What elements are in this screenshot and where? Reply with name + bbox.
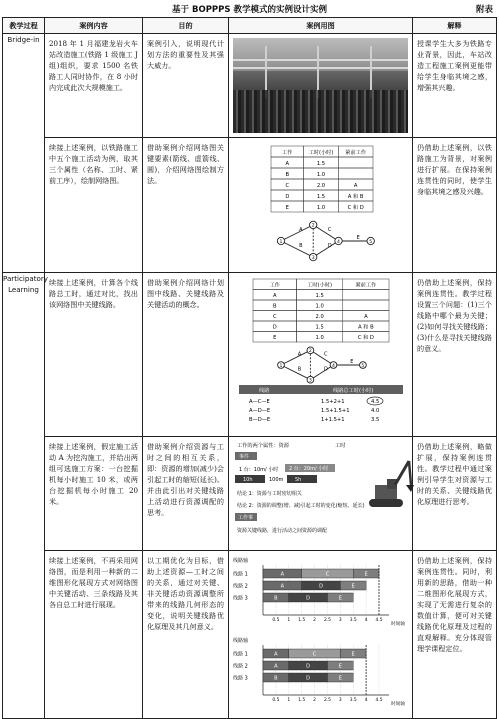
col-header-explain: 解释	[413, 18, 497, 34]
path-table-cell: A—C—E	[249, 399, 270, 405]
table-row	[3, 138, 497, 273]
activity-table-cell: B	[272, 303, 277, 310]
row5-purpose: 以工期优化为目标，借助上述资源—工时之间的关系，通过对关键、非关键活动资源调整所带来的线路几何形态的变化，说明关键线路优化原理及其几何意义。	[143, 551, 229, 719]
gantt-segment-label: A	[274, 651, 278, 658]
critical-path-figure	[229, 273, 413, 433]
network-edge-label: E	[350, 359, 354, 365]
path-table-cell: 1.5+1.5+1	[321, 408, 350, 414]
path-table-cell: 4.5	[371, 399, 380, 405]
gantt-segment-label: D	[306, 675, 311, 682]
activity-table-cell: A	[272, 293, 277, 300]
activity-table-header: 工作	[269, 282, 280, 289]
gantt-tick-label: 0.5	[272, 698, 280, 703]
activity-table-cell: B	[285, 171, 290, 178]
activity-table-cell: C 和 D	[347, 204, 364, 211]
fig-top-label: 工作的两个属性：资源	[237, 443, 289, 449]
conclusion-3: 资源关键线路，进行活动之间资源的调配	[237, 528, 328, 534]
network-edge-label: B	[297, 366, 302, 373]
network-node-label: 3	[311, 255, 315, 261]
gantt-line-label: 线路 3	[233, 675, 248, 682]
gantt-segment-label: E	[338, 595, 342, 602]
gantt-xlabel: 时间轴	[391, 622, 405, 627]
gantt-line-label: 线路 2	[233, 663, 248, 670]
conclusion-1: 结论 1：资源与工时密切相关	[237, 491, 302, 497]
path-total-table	[239, 385, 403, 423]
path-table-cell: 3.5	[371, 417, 380, 423]
network-diagram	[278, 347, 367, 384]
col-header-process: 教学过程	[3, 18, 45, 34]
appendix-label: 附表	[475, 5, 493, 15]
path-table-cell: 4.0	[371, 408, 380, 414]
activity-table-cell: A	[353, 182, 358, 189]
row5-explain: 仍借助上述案例，保持案例连贯性。同时，利用新的思路，借助一种二维图形化展现方式，实现了无需进行复杂的数值计算，便可对关键线路优化原理及过程的直观解释。充分体现管理学课程定位。	[413, 551, 497, 719]
activity-table-cell: E	[285, 204, 289, 211]
col-header-content: 案例内容	[45, 18, 143, 34]
fig-top-mid-label: 工时	[335, 443, 346, 449]
gantt-segment-label: E	[364, 571, 368, 578]
activity-table-cell: C	[285, 182, 290, 189]
gantt-segment-label: B	[274, 675, 278, 682]
row3-content: 续接上述案例，计算各个线路总工时，通过对比，找出该网络图中关键线路。	[45, 273, 143, 437]
path-table-header: 线路总工时(小时)	[333, 388, 374, 394]
network-node-label: 5	[361, 363, 365, 369]
activity-table-cell: D	[272, 324, 277, 331]
path-table-cell: A—D—E	[249, 408, 271, 414]
network-node-label: 4	[332, 363, 335, 369]
gantt-segment-label: D	[306, 663, 311, 670]
network-edge-label: C	[327, 226, 332, 233]
activity-table-cell: A	[364, 314, 368, 321]
row1-purpose: 案例引入，说明现代计划方法的重要性及其强大威力。	[143, 34, 229, 138]
row2-purpose: 借助案例介绍网络图关键要素(箭线、虚箭线、圆)，介绍网络图绘制方法。	[143, 138, 229, 273]
gantt-tick-label: 2	[313, 698, 316, 703]
row5-content: 续接上述案例，不再采用网络图，而是利用一种新的二维图形化展现方式对网络图中关键活动、三条线路及其各自总工时进行展现。	[45, 551, 143, 719]
gantt-line-label: 线路 1	[233, 651, 248, 658]
row5-figure	[229, 551, 413, 719]
hours-a-label: 10h	[243, 477, 253, 483]
activity-table-header: 工作	[282, 149, 293, 156]
activity-table-cell: 1.5	[315, 293, 324, 300]
network-edge-label: E	[356, 235, 360, 241]
gantt-panel	[233, 557, 405, 627]
network-diagram	[277, 221, 374, 261]
gantt-tick-label: 3	[338, 618, 342, 623]
gantt-segment-label: A	[280, 571, 285, 578]
gantt-tick-label: 3.5	[349, 618, 357, 623]
path-table-cell: 1+1.5+1	[321, 417, 345, 423]
process-participatory: Participatory Learning	[3, 273, 45, 719]
gantt-ylabel: 线路轴	[233, 558, 249, 564]
network-node-label: 1	[279, 239, 283, 245]
gantt-segment-label: D	[306, 595, 311, 602]
activity-table-cell: A 和 B	[358, 324, 374, 331]
table-row	[3, 437, 497, 551]
case-table	[2, 17, 497, 719]
activity-network-figure	[229, 138, 413, 269]
option-1-label: 1 台：10m/ 小时	[239, 467, 279, 473]
network-edge-label: A	[299, 226, 303, 233]
activity-table-cell: A	[285, 160, 290, 167]
activity-table-cell: E	[273, 335, 277, 342]
gantt-line-label: 线路 2	[233, 583, 248, 590]
activity-table-cell: 1.0	[316, 171, 326, 178]
row4-content: 续接上述案例，假定施工活动 A 为挖沟施工，并给出两组可选施工方案：一台挖掘机每小时施工 10 米，或两台挖掘机每小时施工 20 米。	[45, 437, 143, 551]
activity-table-cell: C 和 D	[357, 335, 374, 342]
gantt-tick-label: 1	[287, 618, 291, 623]
table-row	[3, 551, 497, 719]
event-label: 事件	[239, 454, 250, 460]
gantt-segment-label: C	[312, 651, 317, 658]
hours-b-label: 5h	[295, 477, 302, 483]
gantt-segment-label: B	[274, 595, 278, 602]
network-edge-label: C	[323, 351, 328, 358]
page-title: 基于 BOPPPS 教学模式的实例设计实例	[172, 5, 327, 15]
col-header-purpose: 目的	[143, 18, 229, 34]
network-node-label: 2	[311, 223, 315, 229]
gantt-tick-label: 4.5	[375, 698, 383, 703]
activity-table-cell: A 和 B	[347, 193, 364, 200]
col-header-figure: 案例用图	[229, 18, 413, 34]
row3-purpose: 借助案例介绍网络计划图中线路、关键线路及关键活动的概念。	[143, 273, 229, 437]
gantt-ylabel: 线路轴	[233, 638, 249, 644]
option-2-label: 2 台：20m/ 小时	[289, 466, 329, 472]
gantt-tick-label: 2	[313, 618, 316, 623]
gantt-tick-label: 4	[364, 698, 368, 703]
resource-time-figure	[229, 437, 413, 547]
gantt-line-label: 线路 1	[233, 571, 248, 578]
network-node-label: 5	[369, 239, 373, 245]
gantt-segment-label: E	[338, 663, 342, 670]
activity-table-cell: 1.5	[316, 160, 326, 167]
path-table-cell: B—D—E	[249, 417, 271, 423]
row4-purpose: 借助案例介绍资源与工时之间的相互关系，即：资源的增加(减少)会引起工时的缩短(延长)。并由此引出对关键线路上活动进行资源调配的思考。	[143, 437, 229, 551]
row4-figure	[229, 437, 413, 551]
network-edge-label: A	[297, 351, 302, 358]
activity-table-cell: 2.0	[316, 182, 326, 189]
activity-table-cell: 1.0	[315, 335, 324, 342]
gantt-tick-label: 4	[364, 618, 368, 623]
gantt-line-label: 线路 3	[233, 595, 248, 602]
row1-explain: 授课学生大多为铁路专业背景，因此，车站改造工程施工案例更能带给学生身临其境之感，增强其兴趣。	[413, 34, 497, 138]
path-table-cell: 1.5+2+1	[321, 399, 345, 405]
event-label-2: 工作事	[238, 515, 254, 521]
conclusion-2: 结论 2：资源的调整(增、减)引起工时的变化(缩短、延长)	[237, 503, 365, 509]
gantt-tick-label: 4.5	[375, 618, 383, 623]
gantt-tick-label: 3.5	[349, 698, 357, 703]
network-node-label: 4	[337, 239, 340, 245]
activity-table-cell: 1.5	[316, 193, 326, 200]
row1-content: 2018 年 1 月福建龙岩火车站改造施工(铁路 1 级施工 J 组)组织，要求 1500 名铁路工人同时协作，在 8 小时内完成此次大规模施工。	[45, 34, 143, 138]
activity-table-header: 紧前工作	[345, 149, 367, 156]
gantt-panel	[233, 637, 405, 707]
gantt-tick-label: 1	[287, 698, 291, 703]
table-header-row	[3, 18, 497, 34]
gantt-segment-label: C	[325, 571, 330, 578]
activity-table-cell: 2.0	[315, 314, 324, 321]
gantt-tick-label: 1.5	[298, 698, 306, 703]
row2-explain: 仍借助上述案例，以铁路施工为背景，对案例进行扩展。在保持案例连贯性的同时，使学生身临其境之感及兴趣。	[413, 138, 497, 273]
row2-content: 续接上述案例，以铁路施工中五个施工活动为例，取其三个属性（名称、工时、紧前工序），绘制网络图。	[45, 138, 143, 273]
gantt-tick-label: 0.5	[272, 618, 280, 623]
activity-table-cell: 1.0	[315, 303, 324, 310]
gantt-tick-label: 2.5	[323, 618, 331, 623]
gantt-segment-label: D	[319, 583, 323, 590]
activity-table-cell: 1.5	[315, 324, 324, 331]
gantt-segment-label: A	[274, 663, 278, 670]
length-label: 100m	[269, 477, 284, 483]
excavator-icon	[369, 461, 414, 507]
row4-explain: 仍借助上述案例，略做扩展，保持案例连贯性。教学过程中通过案例引导学生对资源与工时的关系、关键线路优化原理进行思考。	[413, 437, 497, 551]
network-node-label: 1	[279, 363, 283, 369]
path-gantt-figure	[229, 551, 413, 715]
table-row	[3, 273, 497, 437]
gantt-segment-label: A	[280, 583, 285, 590]
network-node-label: 2	[308, 349, 312, 355]
row2-figure	[229, 138, 413, 273]
network-edge-label: D	[327, 243, 332, 250]
gantt-segment-label: E	[338, 675, 342, 682]
railway-construction-photo	[233, 38, 408, 133]
process-bridge-in: Bridge-in	[3, 34, 45, 273]
gantt-tick-label: 2.5	[323, 698, 331, 703]
gantt-tick-label: 1.5	[298, 618, 306, 623]
activity-table-cell: D	[285, 193, 290, 200]
path-table-header: 线路	[259, 388, 270, 394]
gantt-segment-label: E	[351, 651, 355, 658]
activity-table-cell: 1.0	[316, 204, 326, 211]
network-edge-label: D	[323, 366, 328, 373]
gantt-segment-label: E	[351, 583, 355, 590]
activity-table-header: 工时(小时)	[307, 282, 333, 289]
activity-table	[271, 146, 373, 212]
activity-table-cell: C	[272, 314, 277, 321]
network-edge-label: B	[299, 243, 303, 250]
table-row	[3, 34, 497, 138]
activity-table-header: 工时(小时)	[308, 149, 334, 156]
row3-explain: 仍借助上述案例，保持案例连贯性。教学过程设置三个问题：(1)三个线路中哪个最为关键；(2)如何寻找关键线路；(3)什么是寻找关键线路的意义。	[413, 273, 497, 437]
activity-table	[253, 279, 389, 342]
network-node-label: 3	[308, 378, 312, 384]
row3-figure	[229, 273, 413, 437]
gantt-xlabel: 时间轴	[391, 702, 405, 707]
activity-table-header: 紧前工作	[355, 282, 377, 289]
gantt-tick-label: 3	[338, 698, 342, 703]
row1-figure	[229, 34, 413, 138]
